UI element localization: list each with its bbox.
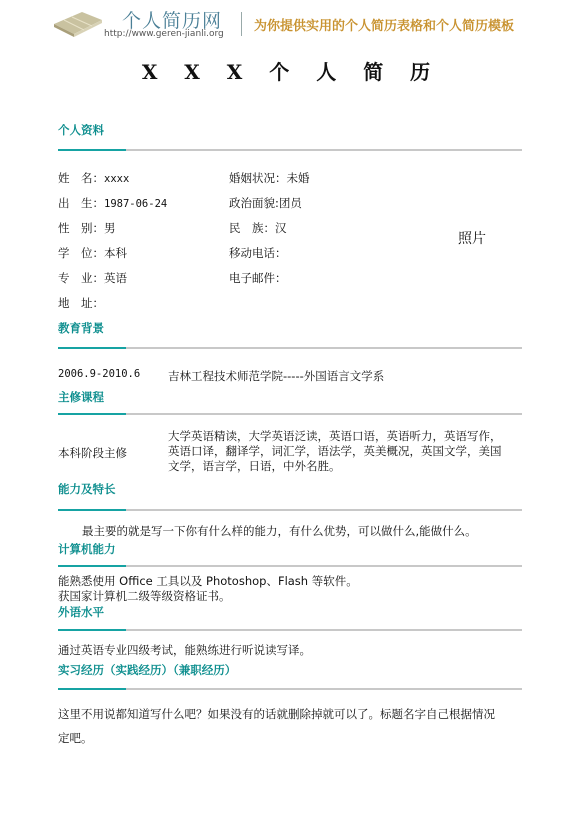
computer-line-1: 能熟悉使用 Office 工具以及 Photoshop、Flash 等软件。 [58,574,358,588]
site-banner [0,0,582,46]
education-period: 2006.9-2010.6 [58,368,141,380]
resume-title: X X X 个 人 简 历 [141,60,441,84]
section-skills-title: 能力及特长 [58,482,116,496]
email-row [229,270,287,286]
degree-value: 本科 [104,246,127,260]
mobile-row [229,245,287,261]
ethnic-label: 民 族： [229,221,275,235]
section-computer-rule [58,565,522,567]
brand-name[interactable]: 个人简历网 [122,10,223,32]
courses-line-1: 大学英语精读，大学英语泛读，英语口语，英语听力，英语写作， [168,429,502,443]
birth-label: 出 生： [58,196,104,210]
computer-line-2: 获国家计算机二级等级资格证书。 [58,589,231,603]
gender-value: 男 [104,221,116,235]
ethnic-row [229,220,287,236]
degree-label: 学 位： [58,246,104,260]
section-language-title: 外语水平 [58,605,104,619]
section-education-rule [58,347,522,349]
brand-url[interactable]: http://www.geren-jianli.org [104,29,224,39]
email-label: 电子邮件： [229,271,287,285]
ethnic-value: 汉 [275,221,287,235]
mobile-label: 移动电话： [229,246,287,260]
address-label: 地 址： [58,296,104,310]
section-experience-title: 实习经历（实践经历）（兼职经历） [58,663,237,677]
experience-line-2: 定吧。 [58,731,93,745]
section-computer-title: 计算机能力 [58,542,116,556]
language-text: 通过英语专业四级考试，能熟练进行听说读写译。 [58,643,311,657]
experience-line-1: 这里不用说都知道写什么吧？如果没有的话就删除掉就可以了。标题名字自己根据情况 [58,707,495,721]
gender-label: 性 别： [58,221,104,235]
section-courses-title: 主修课程 [58,390,104,404]
education-detail: 吉林工程技术师范学院-----外国语言文学系 [168,369,385,383]
section-personal-rule [58,149,522,151]
major-row [58,270,127,286]
major-value: 英语 [104,271,127,285]
birth-value: 1987-06-24 [104,198,168,210]
skills-text: 最主要的就是写一下你有什么样的能力，有什么优势，可以做什么,能做什么。 [82,524,477,538]
name-value: xxxx [104,173,130,185]
birth-row [58,195,167,211]
section-personal-title: 个人资料 [58,123,104,137]
site-slogan: 为你提供实用的个人简历表格和个人简历模板 [254,19,515,34]
section-language-rule [58,629,522,631]
section-skills-rule [58,509,522,511]
courses-line-2: 英语口译，翻译学，词汇学，语法学，英美概况，英国文学，美国 [168,444,502,458]
book-logo-icon [52,8,104,38]
marital-value: 未婚 [286,171,310,185]
marital-label: 婚姻状况： [229,171,287,185]
major-label: 专 业： [58,271,104,285]
name-label: 姓 名： [58,171,104,185]
degree-row [58,245,127,261]
photo-placeholder: 照片 [458,231,486,247]
section-courses-rule [58,413,522,415]
courses-line-3: 文学，语言学，日语，中外名胜。 [168,459,341,473]
banner-divider [241,12,242,36]
courses-label: 本科阶段主修 [58,446,127,460]
political-row [229,195,302,211]
gender-row [58,220,116,236]
marital-row [229,170,310,186]
name-row [58,170,129,186]
political-value: 团员 [278,196,302,210]
section-experience-rule [58,688,522,690]
address-row [58,295,104,311]
section-education-title: 教育背景 [58,321,104,335]
political-label: 政治面貌: [229,196,279,210]
